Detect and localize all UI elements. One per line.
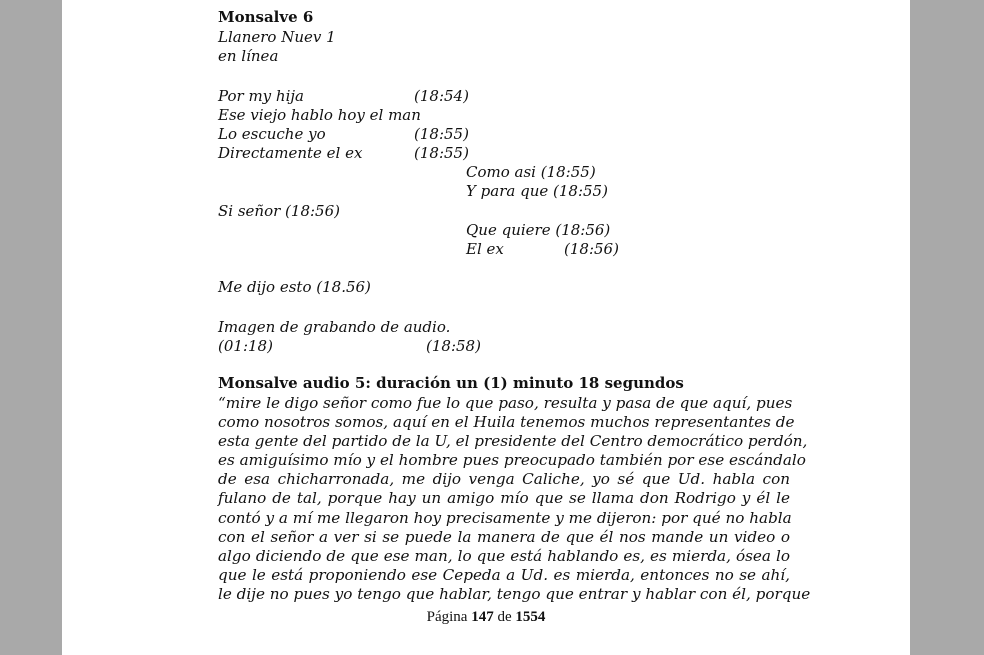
chat-reply-text: Que quiere (18:56) <box>466 221 611 239</box>
chat-reply-text: Como asi (18:55) <box>466 163 596 181</box>
transcript-line: es amiguísimo mío y el hombre pues preocupado también por ese escándalo <box>218 451 806 470</box>
chat-reply-text: El ex <box>466 240 504 258</box>
chat-message-text: Ese viejo hablo hoy el man <box>218 106 421 124</box>
chat-message-text: (01:18) <box>218 337 273 355</box>
transcript-line: esta gente del partido de la U, el presidente del Centro democrático perdón, <box>218 432 808 451</box>
transcript-line: de esa chicharronada, me dijo venga Caliche, yo sé que Ud. habla con <box>218 470 790 489</box>
document-page <box>62 0 910 655</box>
chat-message-time: (18:55) <box>414 125 469 143</box>
transcript-line: fulano de tal, porque hay un amigo mío que se llama don Rodrigo y él le <box>218 489 790 508</box>
page-number: 147 <box>471 609 494 625</box>
chat-message-text: Directamente el ex <box>218 144 363 162</box>
transcript-line: “mire le digo señor como fue lo que paso, resulta y pasa de que aquí, pues <box>218 394 793 412</box>
chat-message-text: Imagen de grabando de audio. <box>218 318 451 336</box>
transcript-line: le dije no pues yo tengo que hablar, tengo que entrar y hablar con él, porque <box>218 584 811 603</box>
transcript-line: que le está proponiendo ese Cepeda a Ud. es mierda, entonces no se ahí, <box>218 565 790 584</box>
chat-message-time: (18:54) <box>414 87 469 105</box>
chat-message-text: Por my hija <box>218 87 304 105</box>
of-word: de <box>497 609 512 625</box>
transcript-line: como nosotros somos, aquí en el Huila tenemos muchos representantes de <box>218 413 795 432</box>
page-footer <box>62 609 910 626</box>
page-word: Página <box>426 609 468 625</box>
chat-message-time: (18:55) <box>414 144 469 162</box>
chat-message-time: (18:58) <box>426 337 481 355</box>
total-pages: 1554 <box>515 609 546 625</box>
chat-message-text: Si señor (18:56) <box>218 202 340 220</box>
transcript-line: algo diciendo de que ese man, lo que está hablando es, es mierda, ósea lo <box>218 546 790 565</box>
audio-transcript <box>218 394 811 604</box>
chat-status: en línea <box>218 47 279 65</box>
chat-title: Monsalve 6 <box>218 8 314 26</box>
chat-reply-time: (18:56) <box>564 240 619 258</box>
chat-contact: Llanero Nuev 1 <box>218 28 336 46</box>
transcript-line: contó y a mí me llegaron hoy precisamente y me dijeron: por qué no habla <box>218 508 792 527</box>
chat-reply-text: Y para que (18:55) <box>466 182 608 200</box>
transcript-line: con el señor a ver si se puede la manera de que él nos mande un video o <box>218 527 790 546</box>
audio-heading: Monsalve audio 5: duración un (1) minuto 18 segundos <box>218 374 684 392</box>
chat-message-text: Me dijo esto (18.56) <box>218 278 371 296</box>
chat-message-text: Lo escuche yo <box>218 125 326 143</box>
